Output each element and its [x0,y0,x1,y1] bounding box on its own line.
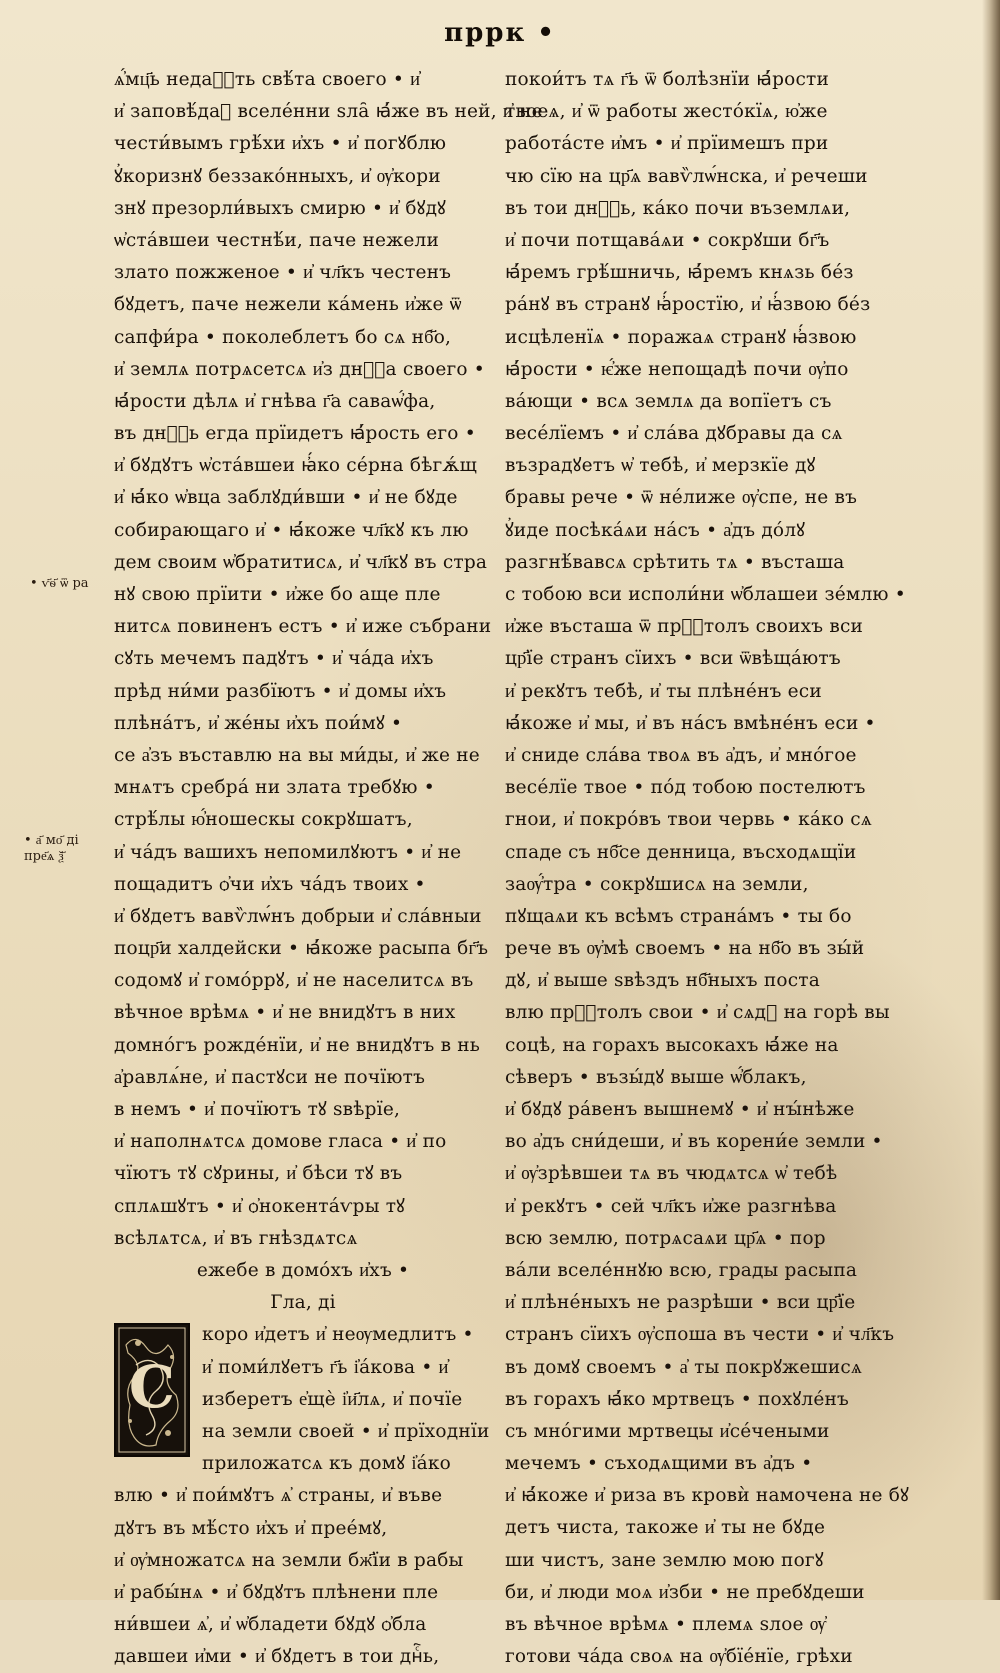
text-line: пꙋщаѧи къ всѣмъ страна́мъ • ты бо [505,905,852,927]
text-line: чести́вымъ грѣ́хи и҆хъ • и҆ погꙋблю [114,133,447,155]
text-line: ра́нꙋ въ странꙋ ꙗ҆́ростїю, и҆ ꙗ҆́звою бе́з [505,294,871,316]
text-line: и҆же въсташа ѿ прⷭ҇толъ своихъ вси [505,616,864,638]
marginal-note [30,576,89,592]
text-line: знꙋ презорли́выхъ смирю • и҆ бꙋдꙋ [114,197,447,219]
text-line: и҆ бꙋдетъ вавѷлѡ́нъ добрыи и҆ сла́вныи [114,905,482,927]
text-line: въ вѣчное врѣмѧ • племѧ ѕлое ѹ҆ [505,1614,827,1635]
right-column [505,64,909,1673]
text-line: се а҆зъ въставлю на вы ми́ды, и҆ же не [114,744,480,766]
text-line: сплѧшꙋтъ • и҆ ѻ҆нокента́ѵры тꙋ [114,1195,406,1217]
text-line: и҆ заповѣ́даⷨ вселе́нни ѕла̑ ꙗ҆́же въ ней, и҆ не [114,101,543,123]
decorated-initial [114,1323,190,1457]
closing-line: ежебе в домо́хъ и҆хъ • [196,1259,410,1281]
text-line: и҆ ѹ҆множатсѧ на земли бж҃їи в рабы [114,1549,464,1571]
text-line: коро и҆детъ и҆ неѹмедлитъ • [202,1324,474,1346]
text-line: пощадитъ ѻ҆чи и҆хъ ча́дъ твоих • [114,873,426,895]
text-line: и҆ ꙗ҆́коже и҆ риза въ кровѝ намочена не бꙋ [505,1485,909,1507]
text-line: влю • и҆ пои́мꙋтъ ѧ҆ страны, и҆ въве [114,1485,443,1507]
right-column-body [505,64,909,1673]
text-line: ши чистъ, зане землю мою погꙋ [505,1549,824,1571]
text-line: дꙋтъ въ мѣ́сто и҆хъ и҆ прее́мꙋ, [114,1517,388,1539]
text-line: и҆ почи потщава́ѧи • сокрꙋши бг҃ъ [505,229,830,251]
text-line: и҆ поми́лꙋетъ г҃ь і҆а́кова • и҆ [202,1356,449,1378]
text-line: влю прⷭ҇толъ свои • и҆ сѧдꙋ на горѣ вы [505,1002,890,1024]
text-line: сꙋть мечемъ падꙋтъ • и҆ ча́да и҆хъ [114,648,434,670]
text-line: гнои, и҆ покро́въ твои червь • ка́ко сѧ [505,809,872,831]
text-line: с тобою вси исполи́ни ѡ҆блашеи зе́млю • [505,584,906,605]
text-line: весе́лїемъ • и҆ сла́ва дꙋбравы да сѧ [505,423,843,445]
text-line: и҆ бꙋдꙋтъ ѡ҆ста́вшеи ꙗ҆́ко се́рна бѣгѫ́щ [114,455,478,477]
text-line: ва́ющи • всѧ землѧ да вопїетъ съ [505,390,832,412]
decorated-initial-ornament [116,1325,188,1455]
text-line: всю землю, потрѧсаѧи цр҃ѧ • пор [505,1227,826,1249]
text-line: спаде съ нб҃се денница, въсходѧщїи [505,841,857,863]
text-line: ѧ҆́мц҃ь недаⷭ҇ть свѣ́та своего • и҆ [114,69,421,90]
chapter-text [114,1480,492,1673]
text-line: исцѣленїѧ • поражаѧ странꙋ ꙗ҆́звою [505,326,857,348]
chapter-opening [114,1319,492,1480]
text-line: ꙗ҆́рости • ѥ҆́же непощадѣ почи ѹ҆по [505,358,849,380]
marginal-note [24,833,79,865]
text-line: ѡ҆ста́вшеи честнѣ́и, паче нежели [114,229,440,251]
text-line: и҆ бꙋдꙋ ра́венъ вышнемꙋ • и҆ нꙑ́нѣже [505,1099,855,1120]
text-line: чю сїю на цр҃ѧ вавѷлѡ́нска, и҆ речеши [505,165,868,187]
text-line: и҆ рекꙋтъ • сей чл҃къ и҆же разгнѣва [505,1195,837,1217]
text-line: чїютъ тꙋ сꙋрины, и҆ бѣси тꙋ въ [114,1163,403,1185]
text-line: дем своим ѡ҆братитисѧ, и҆ чл҃кꙋ въ стра [114,551,488,573]
text-line: поцр҃и халдейски • ꙗ҆́коже расыпа бг҃ъ [114,938,489,960]
text-line: на земли своей • и҆ прїходнїи [202,1420,490,1442]
text-line: и҆ сниде сла́ва твоѧ въ а҆дъ, и҆ мно́гое [505,744,857,766]
text-line: изберетъ е҆щѐ і҆и҃лѧ, и҆ почїе [202,1388,463,1410]
text-line: весе́лїе твое • по́д тобою постелютъ [505,777,866,799]
text-line: въ домꙋ своемъ • а҆ ты покрꙋжешисѧ [505,1356,863,1378]
text-line: ва́ли вселе́ннꙋю всю, грады расыпа [505,1259,858,1281]
decorated-initial-letter: С [128,1353,176,1422]
text-line: и҆ рабы́нѧ • и҆ бꙋдꙋтъ плѣнени пле [114,1581,439,1603]
marginal-note-line: • а҃ мо҃ ді [24,833,79,848]
text-line: ꙗ҆́рости дѣлѧ и҆ гнѣва г҃а саваѡ҆́фа, [114,390,436,412]
text-line: нꙋ свою прїити • и҆же бо аще пле [114,584,441,605]
text-line: содомꙋ и҆ гомо́ррꙋ, и҆ не населитсѧ въ [114,970,474,992]
text-line: рече въ ѹ҆мѣ своемъ • на нб҃о въ зы́й [505,938,865,960]
text-line: дꙋ, и҆ выше ѕвѣздъ нб҃ныхъ поста [505,970,820,992]
text-line: ꙗ҆́коже и҆ мы, и҆ въ на́съ вмѣне́нъ еси • [505,712,876,734]
text-line: сапфи́ра • поколеблетъ бо сѧ нб҃о, [114,326,452,348]
text-line: соцѣ, на горахъ высокахъ ꙗ҆́же на [505,1034,839,1056]
text-line: и҆ рекꙋтъ тебѣ, и҆ ты плѣне́нъ еси [505,680,822,702]
left-column-body [114,64,543,1255]
text-line: въ днⷭ҇ь егда прїидетъ ꙗ҆́рость его • [114,423,476,445]
text-line: сѣверъ • възы́дꙋ выше ѡ҆́блакъ, [505,1066,807,1088]
text-line: ни́вшеи ѧ҆, и҆ ѡ҆бладети бꙋдꙋ ѻ҆бла [114,1614,427,1636]
text-line: възрадꙋетъ ѡ҆ тебѣ, и҆ мерзкїе дꙋ [505,455,816,477]
text-line: заѹ҆́тра • сокрꙋшисѧ на земли, [505,873,809,895]
text-line: разгнѣ́вавсѧ срѣтить тѧ • въсташа [505,551,845,573]
text-line: ꙋ҆коризнꙋ беззако́нныхъ, и҆ ѹ҆кори [114,165,441,187]
text-line: в немъ • и҆ почїютъ тꙋ ѕвѣрїе, [114,1099,401,1120]
text-line: давшеи и҆ми • и҆ бꙋдетъ в тои днⷭ҇ь, [114,1646,440,1668]
running-head: пррк • [444,18,556,48]
text-line: и҆ ча́дъ вашихъ непомилꙋютъ • и҆ не [114,841,462,863]
dropcap-text [202,1319,492,1480]
text-line: и҆ землѧ потрѧсетсѧ и҆з днⷭ҇а своего • [114,358,485,380]
text-line: мечемъ • съходѧщими въ а҆дъ • [505,1453,813,1475]
text-line: въ тои днⷭ҇ь, ка́ко почи въземлѧи, [505,197,851,219]
text-line: и҆ плѣне́ныхъ не разрѣши • вси цр҃їе [505,1292,856,1314]
text-line: мнѧтъ сребра́ ни злата требꙋю • [114,777,435,799]
text-line: твоеѧ, и҆ ѿ работы жесто́кїѧ, ю҆же [505,101,828,123]
text-line: стрѣ́лы ю҆́ношескы сокрꙋшатъ, [114,809,413,831]
page-edge-shadow [982,0,1000,1600]
text-line: всѣлѧтсѧ, и҆ въ гнѣздѧтсѧ [114,1227,358,1249]
text-line: во а҆дъ сни́деши, и҆ въ корени́е земли • [505,1131,883,1153]
text-line: бꙋдетъ, паче нежели ка́мень и҆же ѿ [114,294,462,316]
text-line: странъ сїихъ ѹ҆споша въ чести • и҆ чл҃къ [505,1324,895,1346]
text-line: и҆ ꙗ҆́ко ѡ҆вца заблꙋди́вши • и҆ не бꙋде [114,487,458,509]
text-line: цр҃їе странъ сїихъ • вси ѿвѣща́ютъ [505,648,841,670]
text-line: нитсѧ повиненъ естъ • и҆ иже събрани [114,616,492,638]
text-line: вѣчное врѣмѧ • и҆ не внидꙋтъ в них [114,1002,456,1024]
marginal-note-line: пре҃ѧ ѯ҃ [24,849,64,864]
marginal-note-line: • ѵ҃ѳ҃ ѿ ра [30,576,89,591]
text-line: готови ча́да своѧ на ѹ҆бїе́нїе, грѣхи [505,1646,853,1668]
text-line: плѣна́тъ, и҆ же́ны и҆хъ пои́мꙋ • [114,712,403,734]
text-line: приложатсѧ къ домꙋ і҆а́ко [202,1453,451,1475]
text-line: ꙗ҆́ремъ грѣ́шничь, ꙗ҆́ремъ кнѧзь бе́з [505,262,854,284]
text-line: съ мно́гими мртвецы и҆се́чеными [505,1420,830,1442]
text-line: прѣд ни́ми разбїютъ • и҆ домы и҆хъ [114,680,447,702]
text-line: детъ чиста, такоже и҆ ты не бꙋде [505,1517,826,1539]
text-line: бравы рече • ѿ не́лиже ѹ҆спе, не въ [505,487,858,509]
text-line: би, и҆ люди моѧ и҆зби • не пребꙋдеши [505,1581,865,1603]
text-line: ꙋ҆иде посѣка́ѧи на́съ • а҆дъ до́лꙋ [505,519,806,541]
text-line: и҆ наполнѧтсѧ домове гласа • и҆ по [114,1131,447,1153]
chapter-heading: Гла, ді [270,1292,336,1314]
text-line: домно́гъ рожде́нїи, и҆ не внидꙋтъ в нь [114,1034,481,1056]
text-line: злато пожженое • и҆ чл҃къ честенъ [114,262,452,284]
text-line: а҆равлѧ́не, и҆ пастꙋси не почїютъ [114,1066,426,1088]
text-line: въ горахъ ꙗ҆́ко мртвецъ • похꙋле́нъ [505,1388,849,1410]
text-line: собирающаго и҆ • ꙗ҆́коже чл҃кꙋ къ лю [114,519,469,541]
left-column [114,64,543,1673]
text-line: и҆ ѹ҆зрѣвшеи тѧ въ чюдѧтсѧ ѡ҆ тебѣ [505,1163,838,1185]
text-line: покои́тъ тѧ г҃ь ѿ болѣзнїи ꙗ҆́рости [505,69,829,90]
text-line: работа́сте и҆мъ • и҆ прїимешъ при [505,133,829,155]
